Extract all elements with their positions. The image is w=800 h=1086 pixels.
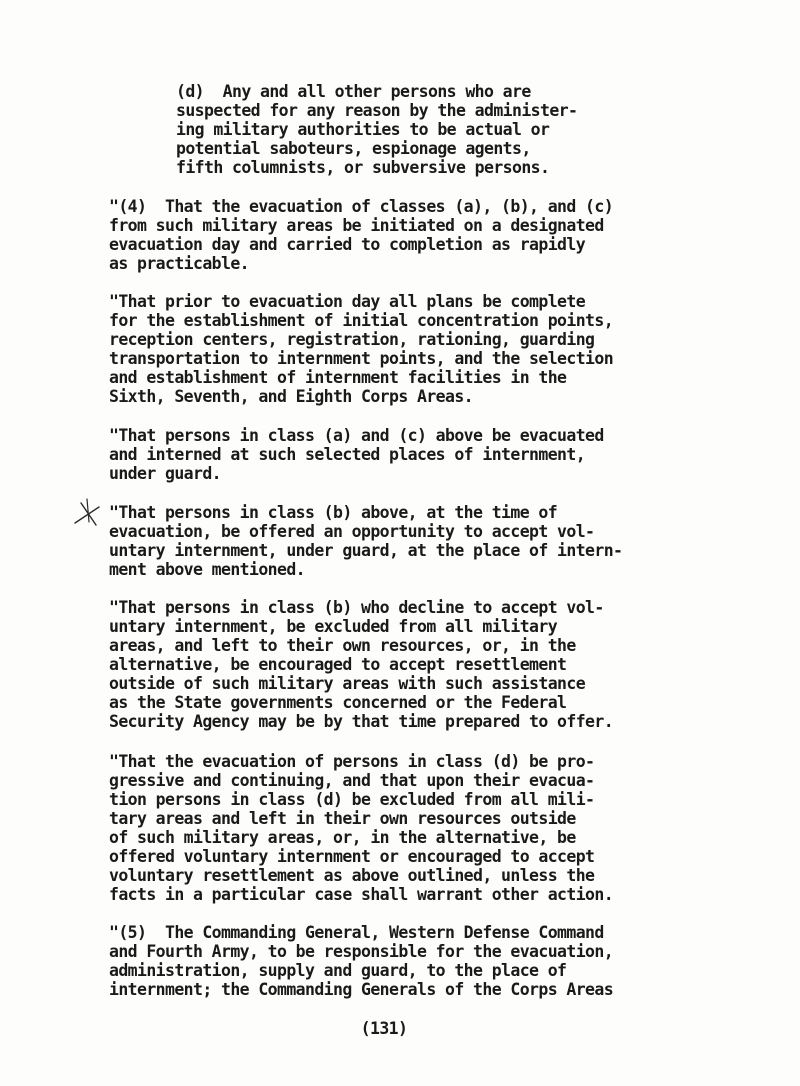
text-line: "That persons in class (a) and (c) above be evacuated — [109, 426, 604, 445]
text-line: from such military areas be initiated on a designated — [109, 216, 604, 235]
text-line: "(5) The Commanding General, Western Defense Command — [109, 923, 604, 942]
text-line: and Fourth Army, to be responsible for the evacuation, — [109, 942, 614, 961]
paragraph-point-5 — [109, 923, 749, 999]
paragraph-class-b-offer — [109, 503, 749, 579]
text-line: untary internment, be excluded from all military — [109, 617, 558, 636]
text-line: offered voluntary internment or encouraged to accept — [109, 847, 595, 866]
paragraph-class-b-decline — [109, 598, 749, 731]
text-line: facts in a particular case shall warrant other action. — [109, 885, 614, 904]
text-line: as practicable. — [109, 254, 250, 273]
text-line: areas, and left to their own resources, or, in the — [109, 636, 576, 655]
text-line: alternative, be encouraged to accept resettlement — [109, 655, 567, 674]
paragraph-point-4 — [109, 197, 749, 273]
text-line: voluntary resettlement as above outlined, unless the — [109, 866, 595, 885]
text-line: evacuation day and carried to completion as rapidly — [109, 235, 586, 254]
text-line: evacuation, be offered an opportunity to accept vol- — [109, 522, 595, 541]
text-line: internment; the Commanding Generals of the Corps Areas — [109, 980, 614, 999]
text-line: tion persons in class (d) be excluded from all mili- — [109, 790, 595, 809]
handwritten-margin-mark — [72, 495, 102, 529]
text-line: tary areas and left in their own resources outside — [109, 809, 576, 828]
text-line: Security Agency may be by that time prepared to offer. — [109, 712, 614, 731]
text-line: potential saboteurs, espionage agents, — [176, 139, 531, 158]
text-line: Sixth, Seventh, and Eighth Corps Areas. — [109, 387, 474, 406]
text-line: fifth columnists, or subversive persons. — [176, 158, 550, 177]
text-line: "That persons in class (b) above, at the time of — [109, 503, 558, 522]
text-line: "(4) That the evacuation of classes (a), (b), and (c) — [109, 197, 614, 216]
text-line: ment above mentioned. — [109, 560, 306, 579]
page-number: (131) — [360, 1019, 408, 1038]
text-line: outside of such military areas with such assistance — [109, 674, 586, 693]
text-line: for the establishment of initial concentration points, — [109, 311, 614, 330]
text-line: transportation to internment points, and the selection — [109, 349, 614, 368]
text-line: "That the evacuation of persons in class (d) be pro- — [109, 752, 595, 771]
text-line: and interned at such selected places of internment, — [109, 445, 586, 464]
text-line: administration, supply and guard, to the place of — [109, 961, 567, 980]
text-line: (d) Any and all other persons who are — [176, 82, 531, 101]
text-line: gressive and continuing, and that upon their evacua- — [109, 771, 595, 790]
paragraph-plans-complete — [109, 292, 749, 406]
text-line: suspected for any reason by the administer- — [176, 101, 578, 120]
text-line: "That prior to evacuation day all plans be complete — [109, 292, 586, 311]
paragraph-class-a-c — [109, 426, 749, 483]
paragraph-class-d — [109, 752, 749, 904]
text-line: ing military authorities to be actual or — [176, 120, 550, 139]
text-line: reception centers, registration, rationing, guarding — [109, 330, 595, 349]
text-line: "That persons in class (b) who decline to accept vol- — [109, 598, 604, 617]
text-line: under guard. — [109, 464, 222, 483]
paragraph-item-d — [176, 82, 800, 177]
text-line: as the State governments concerned or the Federal — [109, 693, 567, 712]
text-line: untary internment, under guard, at the place of intern- — [109, 541, 623, 560]
text-line: and establishment of internment facilities in the — [109, 368, 567, 387]
text-line: of such military areas, or, in the alternative, be — [109, 828, 576, 847]
